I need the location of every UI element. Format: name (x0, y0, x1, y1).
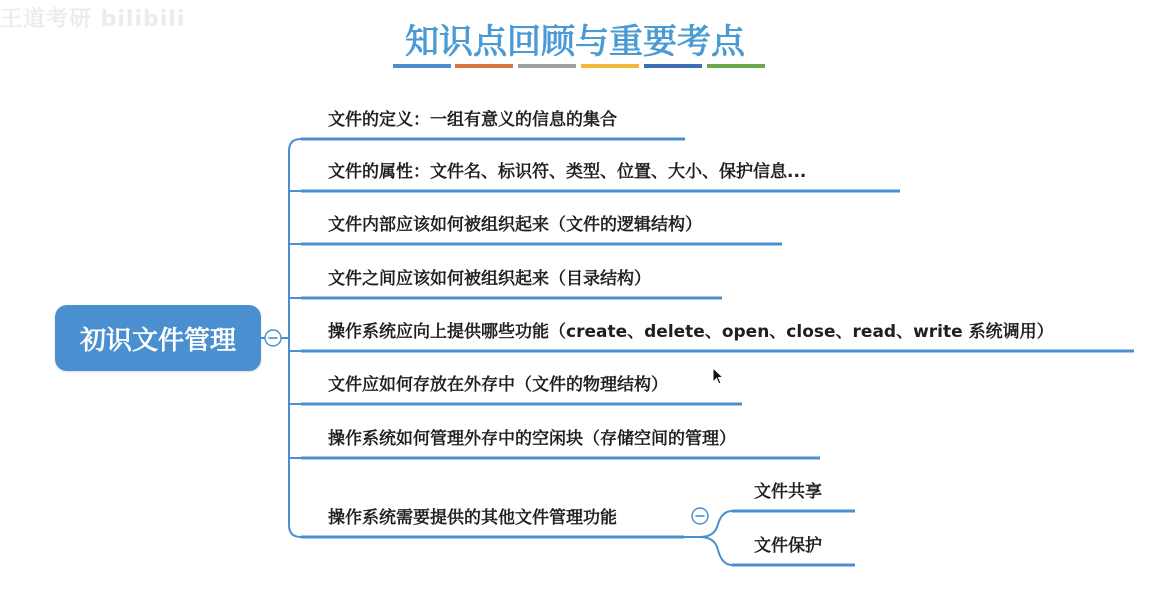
branch-label-other-functions[interactable]: 操作系统需要提供的其他文件管理功能 (328, 508, 617, 528)
branch-label-definition[interactable]: 文件的定义：一组有意义的信息的集合 (328, 110, 617, 130)
collapse-minus-icon[interactable] (265, 330, 281, 346)
branch-label-attributes[interactable]: 文件的属性：文件名、标识符、类型、位置、大小、保护信息... (328, 162, 807, 182)
sub-branch-label-sharing[interactable]: 文件共享 (754, 482, 822, 502)
branch-label-logical-structure[interactable]: 文件内部应该如何被组织起来（文件的逻辑结构） (328, 215, 702, 235)
root-node[interactable]: 初识文件管理 (55, 305, 261, 371)
mouse-pointer-icon (712, 367, 726, 387)
page-title: 知识点回顾与重要考点 (405, 22, 745, 62)
branch-label-system-calls[interactable]: 操作系统应向上提供哪些功能（create、delete、open、close、read、write 系统调用） (328, 322, 1054, 342)
sub-branch-label-protection[interactable]: 文件保护 (754, 536, 822, 556)
spine-connector (289, 139, 301, 537)
watermark: 王道考研 bilibili (0, 7, 186, 32)
collapse-minus-icon[interactable] (692, 508, 708, 524)
branch-label-free-space[interactable]: 操作系统如何管理外存中的空闲块（存储空间的管理） (328, 429, 736, 449)
branch-label-directory-structure[interactable]: 文件之间应该如何被组织起来（目录结构） (328, 269, 651, 289)
branch-label-physical-structure[interactable]: 文件应如何存放在外存中（文件的物理结构） (328, 375, 668, 395)
